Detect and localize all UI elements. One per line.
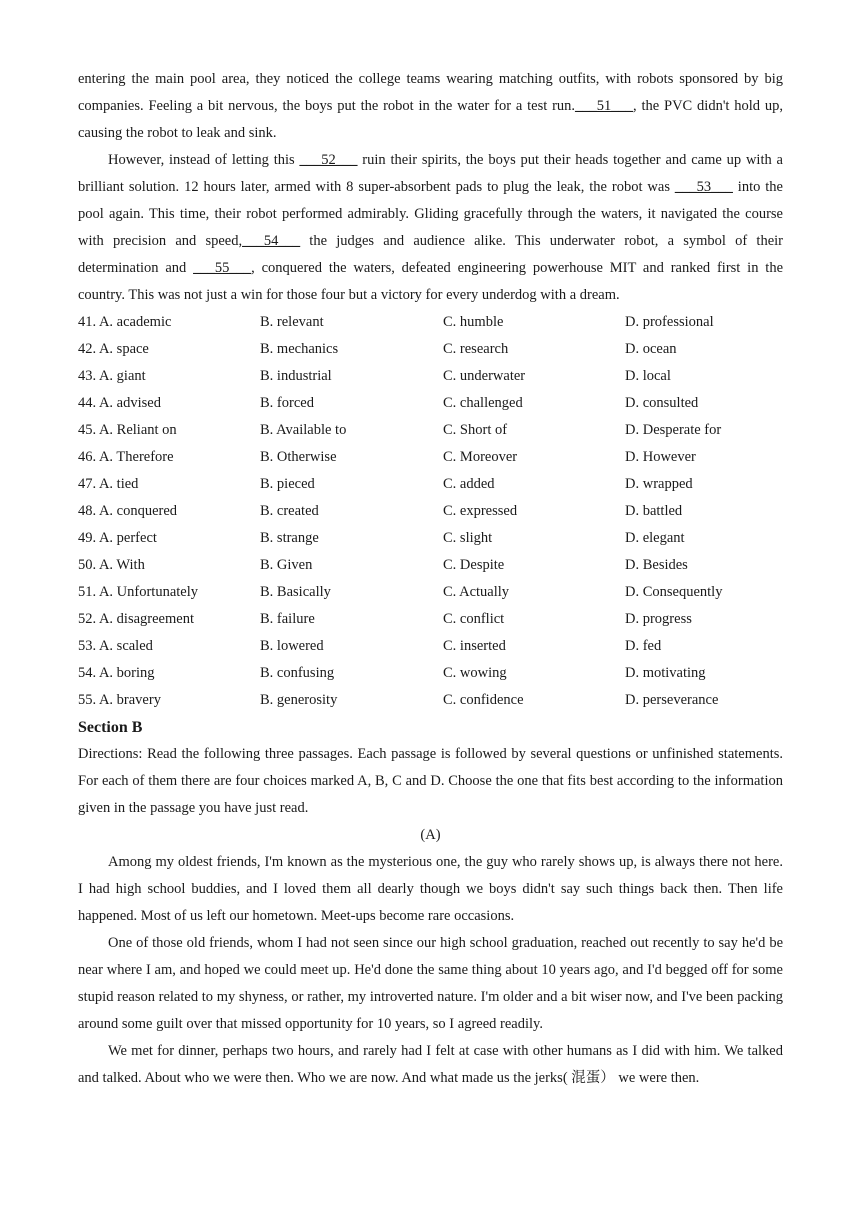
- option-b: B. lowered: [260, 638, 324, 654]
- option-b: B. Otherwise: [260, 449, 337, 465]
- option-a: 42. A. space: [78, 341, 149, 357]
- option-c: C. conflict: [443, 611, 505, 627]
- option-c: C. confidence: [443, 692, 524, 708]
- blank-52: ___52___: [299, 152, 358, 168]
- option-a: 53. A. scaled: [78, 638, 153, 654]
- option-a: 47. A. tied: [78, 476, 139, 492]
- section-directions: Directions: Read the following three passages. Each passage is followed by several questions or unfinished statements. For each of them there are four choices marked A, B, C and D. Choose the one that fits best according to the information given in the passage you have just read.: [78, 746, 783, 816]
- option-b: B. generosity: [260, 692, 338, 708]
- option-b: B. confusing: [260, 665, 335, 681]
- exam-page: [78, 66, 783, 1092]
- option-d: D. motivating: [625, 665, 706, 681]
- option-row-50: [78, 552, 783, 579]
- blank-55: ___55___: [193, 260, 252, 276]
- option-d: D. elegant: [625, 530, 685, 546]
- option-d: D. Besides: [625, 557, 688, 573]
- option-a: 55. A. bravery: [78, 692, 161, 708]
- option-a: 41. A. academic: [78, 314, 172, 330]
- option-c: C. wowing: [443, 665, 507, 681]
- option-a: 54. A. boring: [78, 665, 155, 681]
- blank-54: ___54___: [242, 233, 301, 249]
- passage-paragraph: One of those old friends, whom I had not seen since our high school graduation, reached out recently to say he'd be near where I am, and hoped we could meet up. He'd done the same thing about 10 years ago, and I'd begged off for some stupid reason related to my shyness, or rather, my introverted nature. I'm older and a bit wiser now, and I've been packing around some guilt over that missed opportunity for 10 years, so I agreed readily.: [78, 935, 783, 1032]
- option-b: B. created: [260, 503, 319, 519]
- section-title: Section B: [78, 719, 143, 736]
- option-c: C. Moreover: [443, 449, 518, 465]
- option-row-42: [78, 336, 783, 363]
- option-c: C. Short of: [443, 422, 508, 438]
- option-d: D. professional: [625, 314, 714, 330]
- option-b: B. failure: [260, 611, 315, 627]
- option-a: 52. A. disagreement: [78, 611, 194, 627]
- passage-label: (A): [420, 827, 441, 843]
- option-c: C. expressed: [443, 503, 518, 519]
- options-list: [78, 309, 783, 714]
- option-row-43: [78, 363, 783, 390]
- passage-paragraph: We met for dinner, perhaps two hours, and rarely had I felt at case with other humans as I did with him. We talked and talked. About who we were then. Who we are now. And what made us the jerks( 混蛋） we were then.: [78, 1043, 783, 1086]
- option-a: 51. A. Unfortunately: [78, 584, 199, 600]
- option-row-45: [78, 417, 783, 444]
- option-a: 48. A. conquered: [78, 503, 178, 519]
- option-row-51: [78, 579, 783, 606]
- option-a: 46. A. Therefore: [78, 449, 174, 465]
- option-d: D. fed: [625, 638, 662, 654]
- option-d: D. wrapped: [625, 476, 693, 492]
- option-c: C. Actually: [443, 584, 510, 600]
- option-c: C. research: [443, 341, 509, 357]
- option-c: C. underwater: [443, 368, 526, 384]
- option-row-41: [78, 309, 783, 336]
- option-d: D. perseverance: [625, 692, 719, 708]
- option-d: D. progress: [625, 611, 692, 627]
- option-b: B. forced: [260, 395, 314, 411]
- option-a: 43. A. giant: [78, 368, 146, 384]
- option-d: D. However: [625, 449, 696, 465]
- passage-paragraph: However, instead of letting this ___52___ ruin their spirits, the boys put their heads together and came up with a brilliant solution. 12 hours later, armed with 8 super-absorbent pads to plug the leak, the robot was ___53___ into the pool again. This time, their robot performed admirably. Gliding gracefully through the waters, it navigated the course with precision and speed,___54___ the judges and audience alike. This underwater robot, a symbol of their determination and ___55___, conquered the waters, defeated engineering powerhouse MIT and ranked first in the country. This was not just a win for those four but a victory for every underdog with a dream.: [78, 152, 783, 303]
- option-d: D. consulted: [625, 395, 699, 411]
- option-b: B. strange: [260, 530, 319, 546]
- option-row-49: [78, 525, 783, 552]
- option-d: D. ocean: [625, 341, 677, 357]
- option-b: B. Basically: [260, 584, 331, 600]
- option-b: B. industrial: [260, 368, 332, 384]
- option-b: B. pieced: [260, 476, 315, 492]
- option-a: 44. A. advised: [78, 395, 161, 411]
- option-d: D. Consequently: [625, 584, 723, 600]
- option-row-46: [78, 444, 783, 471]
- option-b: B. Available to: [260, 422, 347, 438]
- option-d: D. Desperate for: [625, 422, 722, 438]
- option-c: C. added: [443, 476, 495, 492]
- option-d: D. battled: [625, 503, 683, 519]
- option-row-53: [78, 633, 783, 660]
- option-a: 50. A. With: [78, 557, 145, 573]
- option-b: B. mechanics: [260, 341, 339, 357]
- option-row-55: [78, 687, 783, 714]
- option-row-54: [78, 660, 783, 687]
- option-row-47: [78, 471, 783, 498]
- option-d: D. local: [625, 368, 671, 384]
- passage-paragraph: entering the main pool area, they noticed the college teams wearing matching outfits, with robots sponsored by big companies. Feeling a bit nervous, the boys put the robot in the water for a test run.___51___, the PVC didn't hold up, causing the robot to leak and sink.: [78, 71, 783, 141]
- option-row-44: [78, 390, 783, 417]
- option-b: B. relevant: [260, 314, 324, 330]
- option-a: 45. A. Reliant on: [78, 422, 177, 438]
- option-b: B. Given: [260, 557, 313, 573]
- passage-paragraph: Among my oldest friends, I'm known as the mysterious one, the guy who rarely shows up, is always there not here. I had high school buddies, and I loved them all dearly though we boys didn't say such things back then. Then life happened. Most of us left our hometown. Meet-ups become rare occasions.: [78, 854, 783, 924]
- blank-53: ___53___: [674, 179, 733, 195]
- option-c: C. inserted: [443, 638, 506, 654]
- option-row-48: [78, 498, 783, 525]
- option-c: C. Despite: [443, 557, 505, 573]
- option-c: C. challenged: [443, 395, 523, 411]
- option-c: C. humble: [443, 314, 504, 330]
- option-c: C. slight: [443, 530, 493, 546]
- blank-51: ___51___: [575, 98, 634, 114]
- option-row-52: [78, 606, 783, 633]
- option-a: 49. A. perfect: [78, 530, 157, 546]
